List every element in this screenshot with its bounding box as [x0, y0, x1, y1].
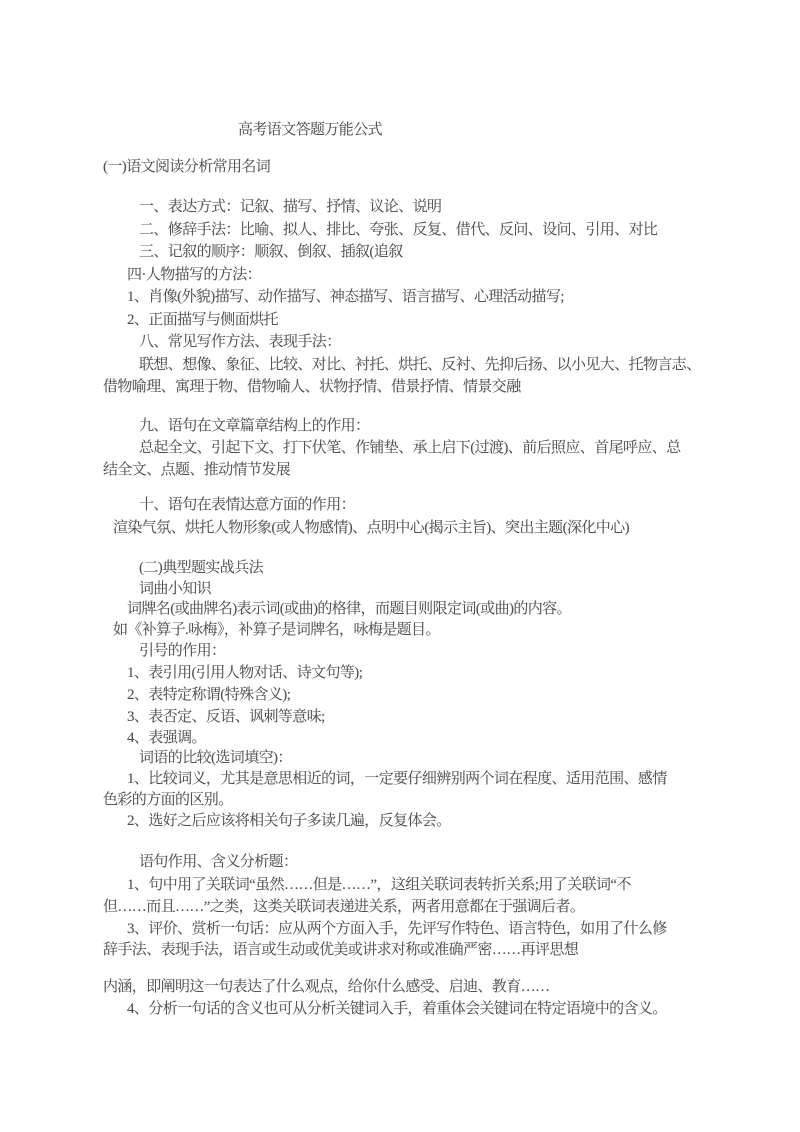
text-line: 1、肖像(外貌)描写、动作描写、神态描写、语言描写、心理活动描写; — [127, 289, 564, 305]
text-line: 渲染气氛、烘托人物形象(或人物感情)、点明中心(揭示主旨)、突出主题(深化中心) — [113, 520, 629, 536]
text-line: 但……而且……”之类，这类关联词表递进关系，两者用意都在于强调后者。 — [103, 899, 585, 915]
text-line: 1、句中用了关联词“虽然……但是……”，这组关联词表转折关系;用了关联词“不 — [127, 877, 631, 893]
text-line: 总起全文、引起下文、打下伏笔、作铺垫、承上启下(过渡)、前后照应、首尾呼应、总 — [139, 440, 681, 456]
text-line: 引号的作用： — [139, 643, 226, 659]
text-line: 2、表特定称谓(特殊含义); — [127, 687, 291, 703]
text-line: 4、分析一句话的含义也可从分析关键词入手，着重体会关键词在特定语境中的含义。 — [127, 1001, 667, 1017]
text-line: 3、表否定、反语、讽刺等意味; — [127, 709, 325, 725]
text-line: 辞手法、表现手法，语言或生动或优美或讲求对称或准确严密……再评思想 — [103, 942, 579, 958]
text-line: 二、修辞手法：比喻、拟人、排比、夸张、反复、借代、反问、设问、引用、对比 — [139, 222, 658, 238]
text-line: 九、语句在文章篇章结构上的作用： — [139, 418, 370, 434]
text-line: 词语的比较(选词填空)： — [139, 750, 292, 766]
text-line: 词曲小知识 — [139, 581, 212, 597]
text-line: 色彩的方面的区别。 — [103, 792, 233, 808]
text-line: 如《补算子.咏梅》，补算子是词牌名，咏梅是题目。 — [113, 622, 440, 638]
text-line: 3、评价、赏析一句话：应从两个方面入手，先评写作特色、语言特色，如用了什么修 — [127, 921, 667, 937]
text-line: 1、比较词义，尤其是意思相近的词，一定要仔细辨别两个词在程度、适用范围、感情 — [127, 771, 667, 787]
text-line: 联想、想像、象征、比较、对比、衬托、烘托、反衬、先抑后扬、以小见大、托物言志、 — [139, 357, 701, 373]
text-line: 四·人物描写的方法： — [127, 267, 261, 283]
text-line: (一)语文阅读分析常用名词 — [103, 159, 271, 175]
text-line: 语句作用、含义分析题： — [139, 854, 298, 870]
text-line: 2、选好之后应该将相关句子多读几遍，反复体会。 — [127, 813, 451, 829]
text-line: 1、表引用(引用人物对话、诗文句等); — [127, 665, 363, 681]
text-line: 三、记叙的顺序：顺叙、倒叙、插叙(追叙 — [139, 244, 403, 260]
text-line: 内涵，即阐明这一句表达了什么观点，给你什么感受、启迪、教育…… — [103, 979, 550, 995]
text-line: (二)典型题实战兵法 — [139, 560, 263, 576]
text-line: 十、语句在表情达意方面的作用： — [139, 497, 356, 513]
text-line: 八、常见写作方法、表现手法： — [139, 334, 341, 350]
text-line: 词牌名(或曲牌名)表示词(或曲)的格律，而题目则限定词(或曲)的内容。 — [127, 601, 571, 617]
text-line: 4、表强调。 — [127, 730, 206, 746]
text-line: 2、正面描写与侧面烘托 — [127, 312, 278, 328]
text-line: 借物喻理、寓理于物、借物喻人、状物抒情、借景抒情、情景交融 — [103, 379, 521, 395]
text-line: 结全文、点题、推动情节发展 — [103, 462, 291, 478]
text-line: 一、表达方式：记叙、描写、抒情、议论、说明 — [139, 199, 442, 215]
document-title: 高考语文答题万能公式 — [238, 122, 383, 138]
